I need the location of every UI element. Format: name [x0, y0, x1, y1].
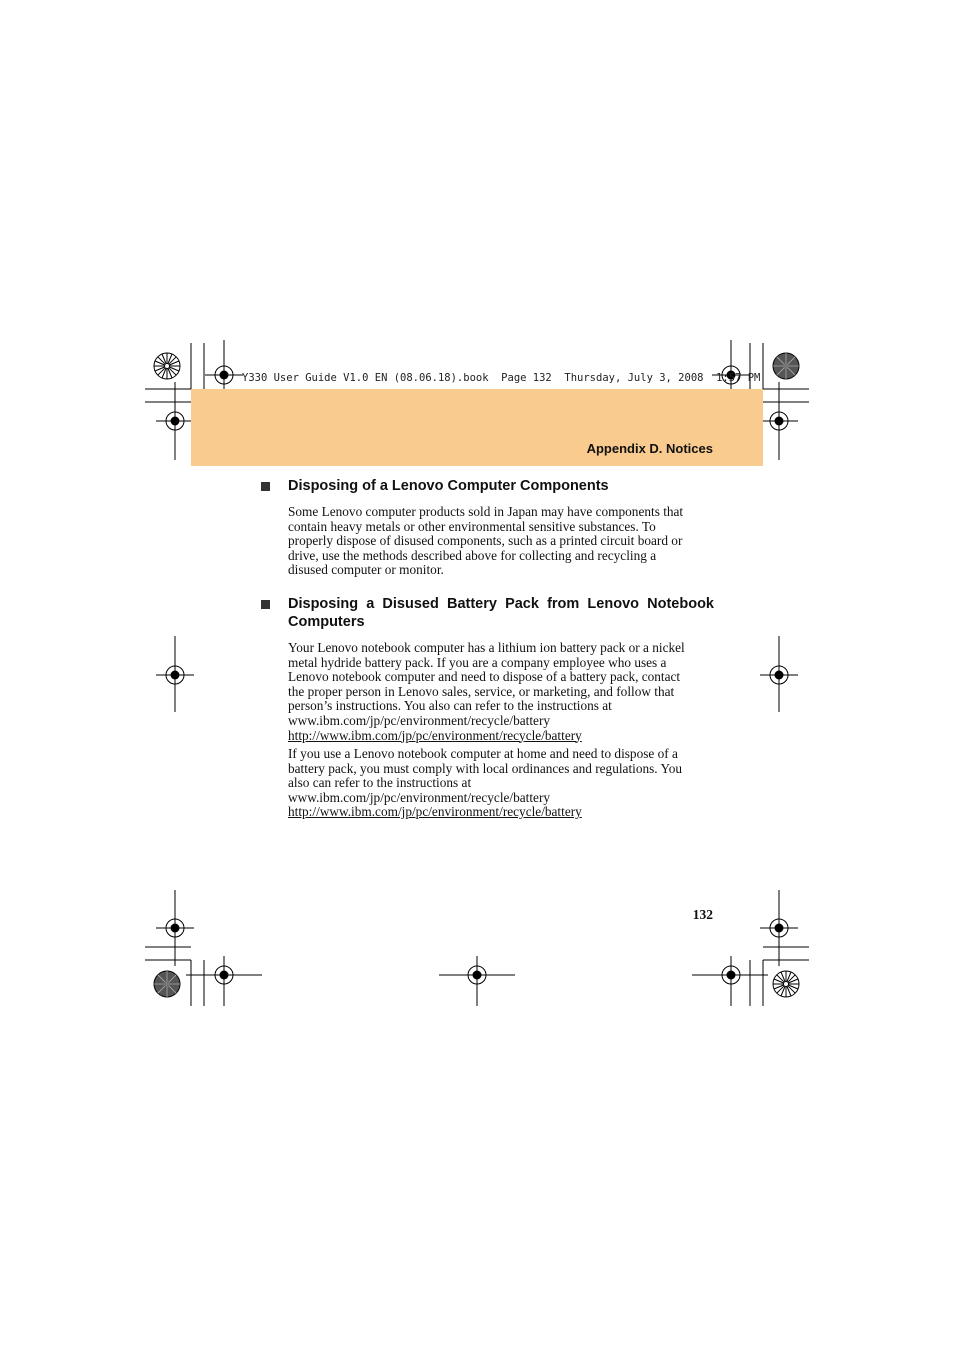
- text-line: metal hydride battery pack. If you are a company employee who uses a: [288, 654, 667, 670]
- text-line: battery pack, you must comply with local ordinances and regulations. You: [288, 760, 683, 776]
- section-heading-line: Disposing a Disused Battery Pack from Lenovo Notebook: [288, 596, 714, 612]
- section-heading: Disposing of a Lenovo Computer Components: [288, 478, 609, 494]
- recycle-link[interactable]: http://www.ibm.com/jp/pc/environment/recycle/battery: [288, 804, 582, 820]
- chapter-title: Appendix D. Notices: [586, 441, 713, 456]
- text-line: the proper person in Lenovo sales, service, or marketing, and follow that: [288, 683, 675, 699]
- text-line: also can refer to the instructions at: [288, 775, 472, 791]
- text-line: disused computer or monitor.: [288, 562, 444, 578]
- recycle-link[interactable]: http://www.ibm.com/jp/pc/environment/recycle/battery: [288, 727, 582, 743]
- text-line: www.ibm.com/jp/pc/environment/recycle/battery: [288, 789, 551, 805]
- paragraph: [288, 641, 714, 743]
- bullet-icon: [261, 600, 270, 609]
- page-number: 132: [692, 907, 713, 922]
- paragraph: [288, 505, 714, 578]
- text-line: contain heavy metals or other environmental sensitive substances. To: [288, 518, 656, 534]
- text-line: person’s instructions. You also can refer to the instructions at: [288, 698, 612, 714]
- paragraph: [288, 747, 714, 820]
- text-line: Some Lenovo computer products sold in Japan may have components that: [288, 504, 684, 519]
- text-line: Your Lenovo notebook computer has a lithium ion battery pack or a nickel: [288, 640, 685, 655]
- print-slug: Y330 User Guide V1.0 EN (08.06.18).book Page 132 Thursday, July 3, 2008 1:57 PM: [242, 372, 761, 384]
- section-heading-line: Computers: [288, 614, 365, 630]
- text-line: properly dispose of disused components, such as a printed circuit board or: [288, 533, 683, 549]
- text-line: drive, use the methods described above for collecting and recycling a: [288, 547, 657, 563]
- bullet-icon: [261, 482, 270, 491]
- text-line: Lenovo notebook computer and need to dispose of a battery pack, contact: [288, 669, 681, 685]
- text-line: If you use a Lenovo notebook computer at home and need to dispose of a: [288, 746, 678, 761]
- chapter-header-band: [191, 389, 763, 466]
- text-line: www.ibm.com/jp/pc/environment/recycle/battery: [288, 712, 551, 728]
